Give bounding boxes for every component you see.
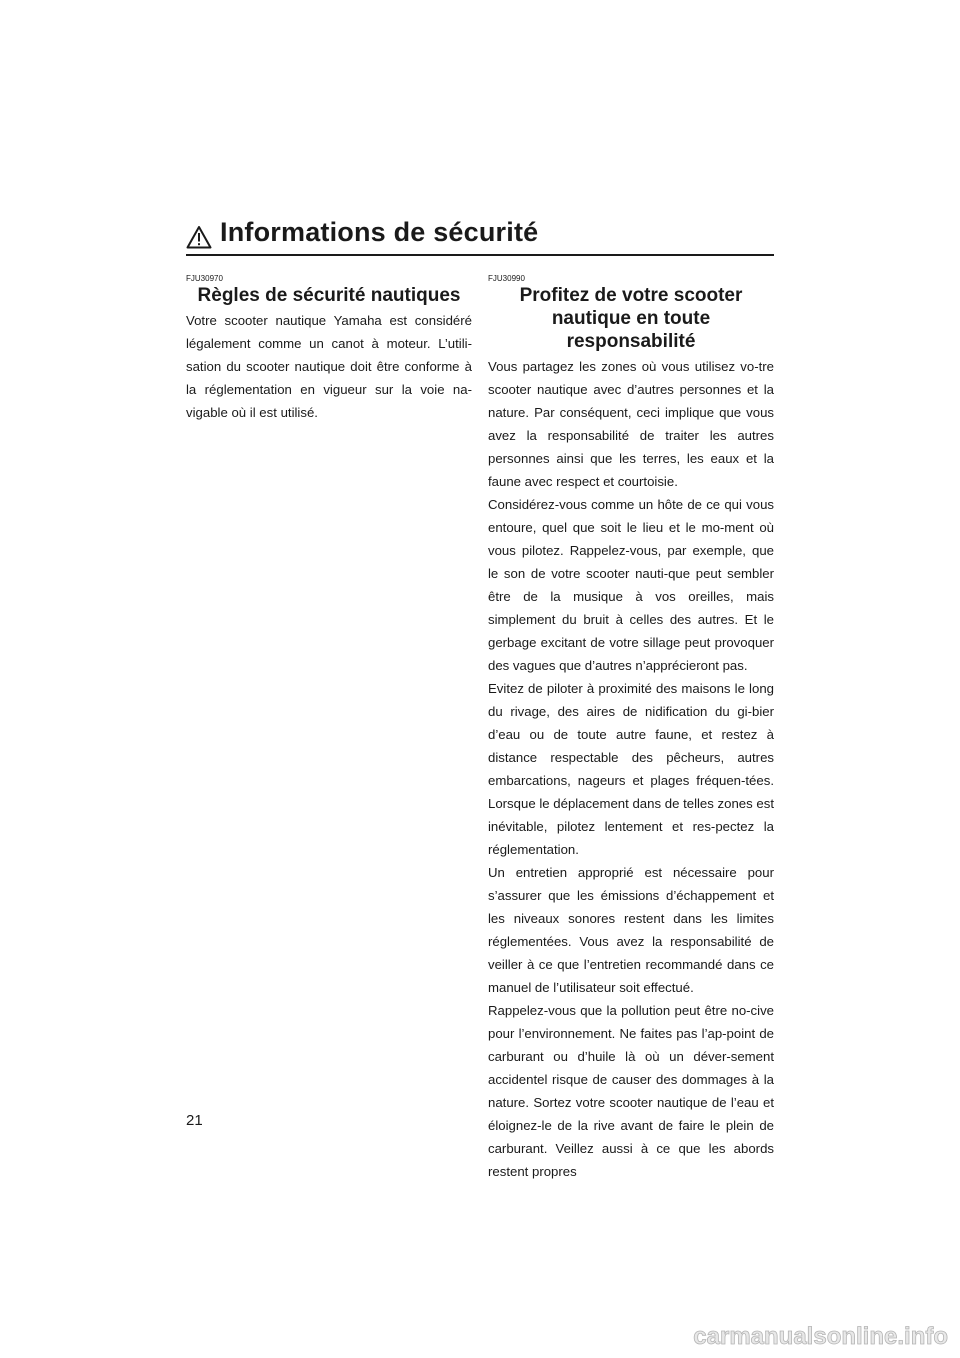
section-heading: Règles de sécurité nautiques: [197, 285, 461, 306]
page-title: Informations de sécurité: [220, 217, 539, 247]
left-column: [186, 274, 472, 424]
watermark: [596, 1318, 952, 1352]
paragraph: Rappelez-vous que la pollution peut être no-cive pour l’environnement. Ne faites pas l’ap-point de carburant ou d’huile là où un déver-sement accidentel risque de causer des dommages à la nature. Sortez votre scooter nautique de l’eau et éloignez-le de la rive avant de faire le plein de carburant. Veillez aussi à ce que les abords restent propres: [488, 1003, 774, 1179]
section-heading: Profitez de votre scooter nautique en toute responsabilité: [519, 285, 743, 352]
page-number: 21: [186, 1112, 203, 1129]
warning-triangle-icon: [186, 225, 212, 249]
section-code: FJU30970: [186, 274, 223, 283]
paragraph: Vous partagez les zones où vous utilisez vo-tre scooter nautique avec d’autres personnes et la nature. Par conséquent, ceci implique que vous avez la responsabilité de traiter les autres personnes ainsi que les terres, les eaux et la faune avec respect et courtoisie.: [488, 359, 774, 489]
paragraph: Considérez-vous comme un hôte de ce qui vous entoure, quel que soit le lieu et le mo-ment où vous pilotez. Rappelez-vous, par exemple, que le son de votre scooter nauti-que peut sembler être de la musique à vos oreilles, mais simplement du bruit à celles des autres. Et le gerbage excitant de votre sillage peut provoquer des vagues que d’autres n’apprécieront pas.: [488, 497, 774, 673]
paragraph: Evitez de piloter à proximité des maisons le long du rivage, des aires de nidification du gi-bier d’eau ou de toute autre faune, et restez à distance respectable des pêcheurs, autres embarcations, nageurs et plages fréquen-tées. Lorsque le déplacement dans de telles zones est inévitable, pilotez lentement et res-pectez la réglementation.: [488, 681, 774, 857]
page-header: [186, 217, 774, 257]
paragraph: Votre scooter nautique Yamaha est considéré légalement comme un canot à moteur. L’utili-sation du scooter nautique doit être conforme à la réglementation en vigueur sur la voie na-vigable où il est utilisé.: [186, 313, 472, 420]
right-column: [488, 274, 774, 1183]
header-rule: [186, 254, 774, 256]
paragraph: Un entretien approprié est nécessaire pour s’assurer que les émissions d’échappement et les niveaux sonores restent dans les limites réglementées. Vous avez la responsabilité de veiller à ce que l’entretien recommandé dans ce manuel de l’utilisateur soit effectué.: [488, 865, 774, 995]
section-code: FJU30990: [488, 274, 525, 283]
watermark-text: carmanualsonline.info: [693, 1323, 948, 1350]
